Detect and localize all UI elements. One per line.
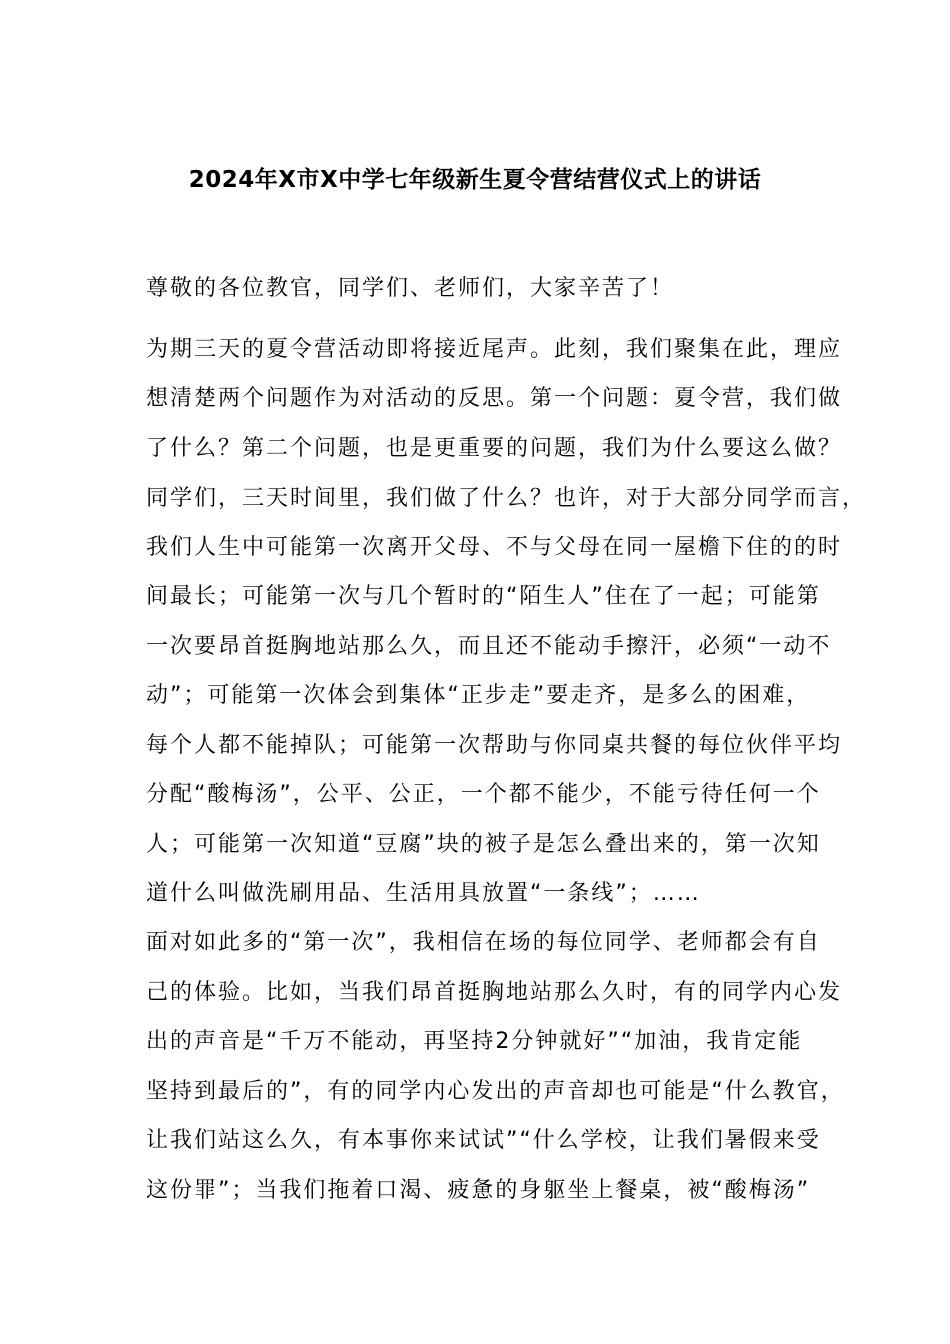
body-line: 了什么？第二个问题，也是更重要的问题，我们为什么要这么做？ <box>146 436 843 461</box>
body-line: 为期三天的夏令营活动即将接近尾声。此刻，我们聚集在此，理应 <box>146 337 843 362</box>
body-line: 分配“酸梅汤”，公平、公正，一个都不能少，不能亏待任何一个 <box>146 782 821 807</box>
body-line: 面对如此多的“第一次”，我相信在场的每位同学、老师都会有自 <box>146 930 821 955</box>
body-line: 让我们站这么久，有本事你来试试”“什么学校，让我们暑假来受 <box>146 1128 821 1153</box>
body-line: 出的声音是“千万不能动，再坚持2分钟就好”“加油，我肯定能 <box>146 1029 803 1054</box>
body-line: 道什么叫做洗刷用品、生活用具放置“一条线”；…… <box>146 881 701 906</box>
body-line: 尊敬的各位教官，同学们、老师们，大家辛苦了！ <box>146 276 675 301</box>
body-line: 同学们，三天时间里，我们做了什么？也许，对于大部分同学而言， <box>146 486 867 511</box>
body-line: 每个人都不能掉队；可能第一次帮助与你同桌共餐的每位伙伴平均 <box>146 733 843 758</box>
body-line: 动”；可能第一次体会到集体“正步走”要走齐，是多么的困难， <box>146 683 811 708</box>
body-line: 想清楚两个问题作为对活动的反思。第一个问题：夏令营，我们做 <box>146 386 843 411</box>
body-line: 己的体验。比如，当我们昂首挺胸地站那么久时，有的同学内心发 <box>146 980 843 1005</box>
body-line: 这份罪”；当我们拖着口渴、疲惫的身躯坐上餐桌，被“酸梅汤” <box>146 1178 811 1203</box>
body-line: 间最长；可能第一次与几个暂时的“陌生人”住在了一起；可能第 <box>146 584 821 609</box>
body-line: 我们人生中可能第一次离开父母、不与父母在同一屋檐下住的的时 <box>146 535 843 560</box>
document-title: 2024年X市X中学七年级新生夏令营结营仪式上的讲话 <box>188 167 762 193</box>
body-line: 一次要昂首挺胸地站那么久，而且还不能动手擦汗，必须“一动不 <box>146 634 832 659</box>
body-line: 人；可能第一次知道“豆腐”块的被子是怎么叠出来的，第一次知 <box>146 832 821 857</box>
body-line: 坚持到最后的”，有的同学内心发出的声音却也可能是“什么教官， <box>146 1079 845 1104</box>
